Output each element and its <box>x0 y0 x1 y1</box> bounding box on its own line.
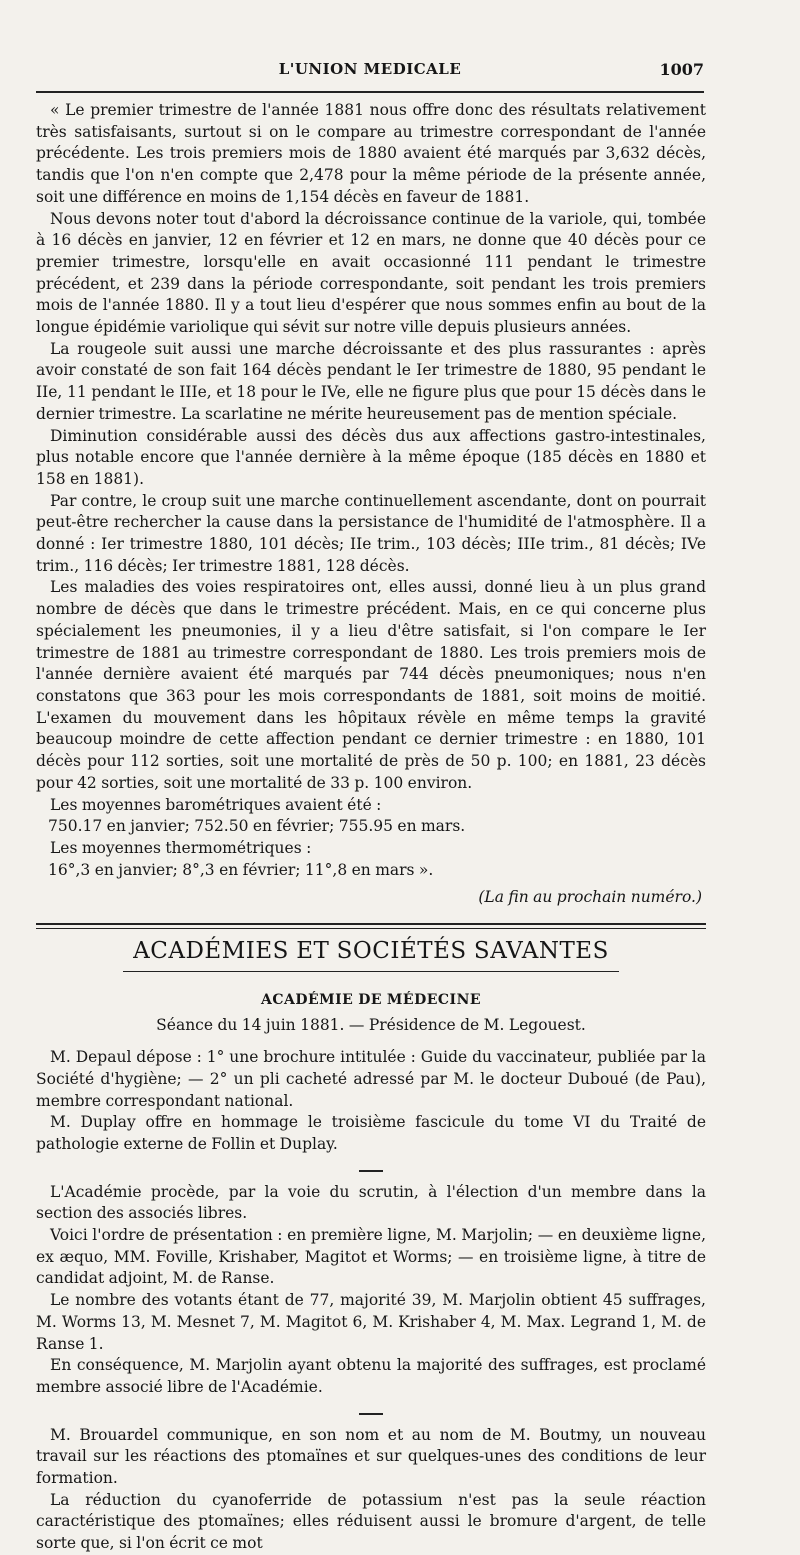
thermometric-values: 16°,3 en janvier; 8°,3 en février; 11°,8 en mars ». <box>48 860 434 879</box>
report-paragraph: Diminution considérable aussi des décès dus aux affections gastro-intestinales, plus notable encore que l'année dernière à la même époque (185 décès en 1880 et 158 en 1881). <box>36 426 706 488</box>
paragraph-separator <box>359 1170 383 1172</box>
section-divider <box>36 923 706 929</box>
academy-paragraph: En conséquence, M. Marjolin ayant obtenu la majorité des suffrages, est proclamé membre associé libre de l'Académie. <box>36 1356 706 1396</box>
report-paragraph: « Le premier trimestre de l'année 1881 nous offre donc des résultats relativement très satisfaisants, surtout si on le compare au trimestre correspondant de l'année précédente. Les trois premiers mois de 1880 avaient été marqués par 3,632 décès, tandis que l'on n'en compte que 2,478 pour la même période de la présente année, soit une différence en moins de 1,154 décès en faveur de 1881. <box>36 101 706 206</box>
report-paragraph: Les maladies des voies respiratoires ont, elles aussi, donné lieu à un plus grand nombre de décès que dans le trimestre précédent. Mais, en ce qui concerne plus spécialement les pneumonies, il y a lieu d'être satisfait, si l'on compare le Ier trimestre de 1881 au trimestre correspondant de 1880. Les trois premiers mois de l'année dernière avaient été marqués par 744 décès pneumoniques; nous n'en constatons que 363 pour les mois correspondants de 1881, soit moins de moitié. L'examen du mouvement dans les hôpitaux révèle en même temps la gravité beaucoup moindre de cette affection pendant ce dernier trimestre : en 1880, 101 décès pour 112 sorties, soit une mortalité de près de 50 p. 100; en 1881, 23 décès pour 42 sorties, soit une mortalité de 33 p. 100 environ. <box>36 578 706 792</box>
academy-paragraph: L'Académie procède, par la voie du scrutin, à l'élection d'un membre dans la section des associés libres. <box>36 1182 706 1223</box>
academy-paragraph: Voici l'ordre de présentation : en première ligne, M. Marjolin; — en deuxième ligne, ex æquo, MM. Foville, Krishaber, Magitot et Worms; — en troisième ligne, à titre de candidat adjoint, M. de Ranse. <box>36 1226 706 1288</box>
report-paragraph: Les moyennes barométriques avaient été : <box>50 795 382 814</box>
running-head: L'UNION MEDICALE <box>278 60 462 78</box>
session-line: Séance du 14 juin 1881. — Présidence de M. Legouest. <box>156 1016 586 1035</box>
academy-paragraph: La réduction du cyanoferride de potassium n'est pas la seule réaction caractéristique des ptomaïnes; elles réduisent aussi le bromure d'argent, de telle sorte que, si l'on écrit ce mot <box>36 1490 706 1553</box>
page-number: 1007 <box>659 60 704 79</box>
subsection-title: ACADÉMIE DE MÉDECINE <box>260 991 482 1008</box>
continued-note: (La fin au prochain numéro.) <box>478 888 702 907</box>
report-paragraph: La rougeole suit aussi une marche décroissante et des plus rassurantes : après avoir constaté de son fait 164 décès pendant le Ier trimestre de 1880, 95 pendant le IIe, 11 pendant le IIIe, et 18 pour le IVe, elle ne figure plus que pour 15 décès dans le dernier trimestre. La scarlatine ne mérite heureusement pas de mention spéciale. <box>36 339 706 423</box>
academy-paragraph: M. Duplay offre en hommage le troisième fascicule du tome VI du Traité de pathologie externe de Follin et Duplay. <box>36 1113 706 1153</box>
section-title-rule <box>123 971 619 972</box>
academy-paragraph: M. Brouardel communique, en son nom et au nom de M. Boutmy, un nouveau travail sur les réactions des ptomaïnes et sur quelques-unes des conditions de leur formation. <box>36 1425 706 1488</box>
academy-paragraph: M. Depaul dépose : 1° une brochure intitulée : Guide du vaccinateur, publiée par la Société d'hygiène; — 2° un pli cacheté adressé par M. le docteur Duboué (de Pau), membre correspondant national. <box>36 1048 706 1110</box>
barometric-values: 750.17 en janvier; 752.50 en février; 755.95 en mars. <box>48 817 466 836</box>
report-paragraph: Nous devons noter tout d'abord la décroissance continue de la variole, qui, tombée à 16 décès en janvier, 12 en février et 12 en mars, ne donne que 40 décès pour ce premier trimestre, lorsqu'elle en avait occasionné 111 pendant le trimestre précédent, et 239 dans la période correspondante, soit pendant les trois premiers mois de l'année 1880. Il y a tout lieu d'espérer que nous sommes enfin au bout de la longue épidémie variolique qui sévit sur notre ville depuis plusieurs années. <box>36 209 706 337</box>
paragraph-separator <box>359 1413 383 1415</box>
section-title: ACADÉMIES ET SOCIÉTÉS SAVANTES <box>133 938 609 965</box>
header-rule <box>36 91 704 93</box>
page-header <box>36 60 704 86</box>
page-body <box>36 100 706 1555</box>
report-paragraph: Les moyennes thermométriques : <box>50 838 312 857</box>
academy-paragraph: Le nombre des votants étant de 77, majorité 39, M. Marjolin obtient 45 suffrages, M. Worms 13, M. Mesnet 7, M. Magitot 6, M. Krishaber 4, M. Max. Legrand 1, M. de Ranse 1. <box>36 1291 706 1353</box>
report-paragraph: Par contre, le croup suit une marche continuellement ascendante, dont on pourrait peut-être rechercher la cause dans la persistance de l'humidité de l'atmosphère. Il a donné : Ier trimestre 1880, 101 décès; IIe trim., 103 décès; IIIe trim., 81 décès; IVe trim., 116 décès; Ier trimestre 1881, 128 décès. <box>36 491 706 575</box>
